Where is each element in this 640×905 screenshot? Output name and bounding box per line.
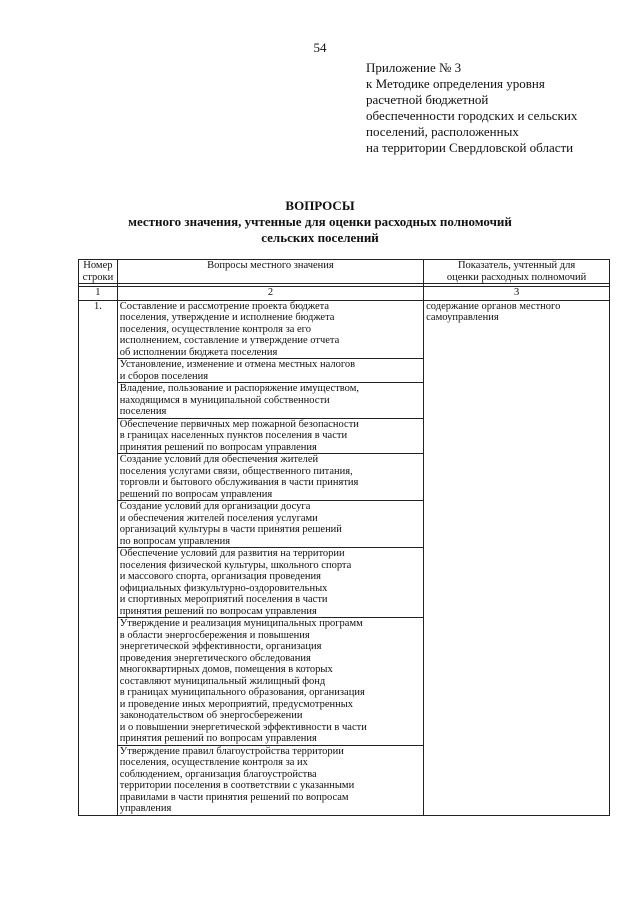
appendix-line: поселений, расположенных bbox=[366, 124, 519, 139]
question-line: и обеспечения жителей поселения услугами bbox=[119, 512, 318, 524]
document-title bbox=[0, 198, 640, 246]
question-line: Владение, пользование и распоряжение имуществом, bbox=[119, 383, 359, 394]
column-number: 2 bbox=[117, 287, 423, 301]
header-line: Номер bbox=[83, 260, 113, 271]
column-number: 1 bbox=[79, 287, 118, 301]
question-cell bbox=[117, 359, 423, 383]
question-line: Установление, изменение и отмена местных налогов bbox=[119, 359, 356, 370]
question-line: исполнением, составление и утверждение отчета bbox=[119, 335, 340, 346]
header-indicator bbox=[424, 260, 610, 284]
question-line: поселения, утверждение и исполнение бюджета bbox=[119, 312, 335, 323]
header-line: оценки расходных полномочий bbox=[446, 271, 587, 283]
appendix-note bbox=[366, 60, 636, 156]
question-line: решений по вопросам управления bbox=[119, 488, 273, 500]
question-line: принятия решений по вопросам управления bbox=[119, 605, 317, 617]
appendix-line: к Методике определения уровня bbox=[366, 76, 545, 91]
table-row bbox=[79, 300, 610, 359]
question-line: и проведение иных мероприятий, предусмотренных bbox=[119, 698, 354, 710]
indicator-line: самоуправления bbox=[426, 312, 499, 323]
question-cell bbox=[117, 501, 423, 548]
question-line: официальных физкультурно-оздоровительных bbox=[119, 582, 328, 594]
question-line: и о повышении энергетической эффективности в части bbox=[119, 721, 367, 733]
appendix-line: расчетной бюджетной bbox=[366, 92, 489, 107]
question-cell bbox=[117, 454, 423, 501]
appendix-line: обеспеченности городских и сельских bbox=[366, 108, 578, 123]
indicator-line: содержание органов местного bbox=[426, 300, 561, 312]
question-line: поселения физической культуры, школьного спорта bbox=[119, 559, 352, 571]
question-line: поселения, осуществление контроля за их bbox=[119, 757, 308, 768]
question-line: и спортивных мероприятий поселения в части bbox=[119, 594, 328, 605]
question-line: по вопросам управления bbox=[119, 535, 231, 547]
column-number: 3 bbox=[424, 287, 610, 301]
question-line: поселения, осуществление контроля за его bbox=[119, 323, 311, 335]
question-cell bbox=[117, 548, 423, 618]
question-line: торговли и бытового обслуживания в части принятия bbox=[119, 477, 359, 488]
question-cell bbox=[117, 618, 423, 746]
question-line: проведения энергетического обследования bbox=[119, 652, 311, 664]
header-line: строки bbox=[82, 271, 114, 283]
header-line: Показатель, учтенный для bbox=[457, 260, 576, 271]
question-line: Обеспечение первичных мер пожарной безопасности bbox=[119, 418, 359, 430]
question-line: составляют муниципальный жилищный фонд bbox=[119, 675, 326, 687]
question-cell bbox=[117, 383, 423, 419]
title-line: сельских поселений bbox=[261, 230, 379, 245]
questions-table bbox=[78, 259, 610, 816]
question-line: Утверждение правил благоустройства территории bbox=[119, 745, 344, 757]
column-numbers-row bbox=[79, 287, 610, 301]
question-line: соблюдением, организация благоустройства bbox=[119, 768, 317, 780]
question-line: многоквартирных домов, помещения в которых bbox=[119, 664, 333, 675]
page-number: 54 bbox=[313, 40, 327, 55]
question-line: и сборов поселения bbox=[119, 370, 209, 382]
table-header-row bbox=[79, 260, 610, 284]
question-line: и массового спорта, организация проведения bbox=[119, 571, 321, 582]
question-line: законодательством об энергосбережении bbox=[119, 710, 303, 721]
question-line: в области энергосбережения и повышения bbox=[119, 629, 310, 641]
question-line: об исполнении бюджета поселения bbox=[119, 346, 278, 358]
question-line: принятия решений по вопросам управления bbox=[119, 441, 317, 453]
question-line: принятия решений по вопросам управления bbox=[119, 733, 317, 744]
question-line: Обеспечение условий для развития на территории bbox=[119, 548, 345, 559]
question-line: организаций культуры в части принятия решений bbox=[119, 524, 342, 535]
header-line: Вопросы местного значения bbox=[207, 260, 334, 271]
indicator-cell bbox=[424, 300, 610, 815]
row-number: 1. bbox=[79, 300, 118, 815]
question-cell bbox=[117, 300, 423, 359]
question-line: энергетической эффективности, организация bbox=[119, 641, 322, 652]
title-line: местного значения, учтенные для оценки расходных полномочий bbox=[128, 214, 512, 229]
header-questions bbox=[117, 260, 423, 284]
question-line: находящимся в муниципальной собственности bbox=[119, 394, 330, 406]
question-line: Утверждение и реализация муниципальных программ bbox=[119, 618, 363, 629]
question-line: Составление и рассмотрение проекта бюджета bbox=[119, 300, 329, 312]
question-line: территории поселения в соответствии с указанными bbox=[119, 780, 355, 791]
appendix-line: на территории Свердловской области bbox=[366, 140, 574, 155]
question-line: в границах населенных пунктов поселения в части bbox=[119, 430, 348, 441]
question-line: Создание условий для организации досуга bbox=[119, 501, 311, 512]
question-line: поселения услугами связи, общественного питания, bbox=[119, 465, 353, 477]
title-line: ВОПРОСЫ bbox=[285, 198, 355, 213]
header-row-number bbox=[79, 260, 118, 284]
question-cell bbox=[117, 418, 423, 454]
question-line: Создание условий для обеспечения жителей bbox=[119, 454, 319, 465]
question-line: в границах муниципального образования, организация bbox=[119, 687, 365, 698]
question-line: правилами в части принятия решений по вопросам bbox=[119, 791, 349, 803]
question-line: управления bbox=[119, 803, 172, 814]
appendix-line: Приложение № 3 bbox=[366, 60, 462, 75]
question-line: поселения bbox=[119, 406, 167, 417]
question-cell bbox=[117, 745, 423, 815]
